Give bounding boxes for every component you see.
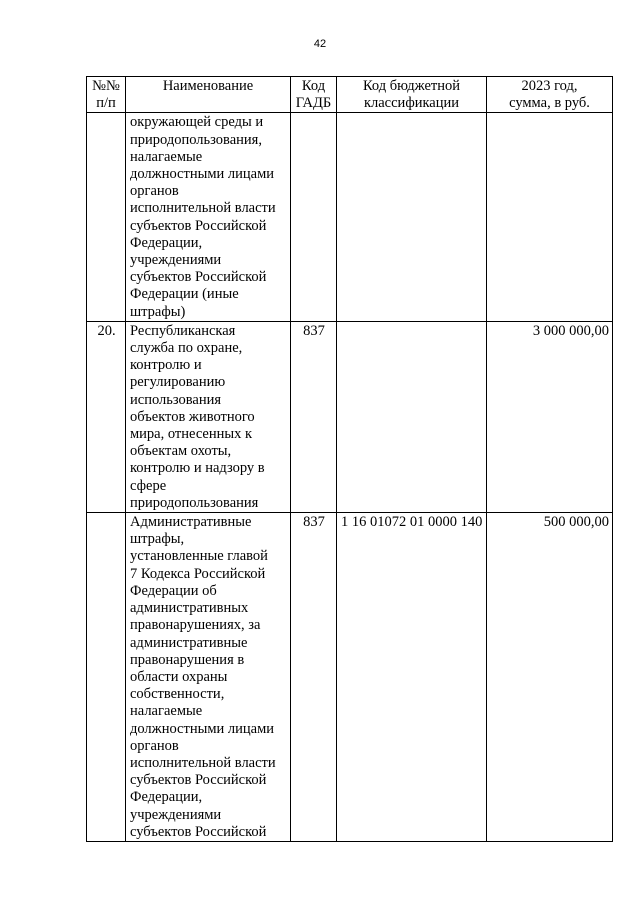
name-line: мира, отнесенных к: [130, 426, 253, 443]
header-gadb: [291, 77, 337, 113]
name-line: штрафы): [130, 303, 186, 320]
page-number: 42: [313, 38, 327, 50]
cell-name: [126, 321, 291, 512]
name-line: Федерации,: [130, 789, 203, 806]
name-line: исполнительной власти: [130, 200, 276, 217]
header-line: №№: [92, 78, 120, 94]
name-line: должностными лицами: [130, 166, 275, 183]
name-line: природопользования,: [130, 131, 262, 148]
table-row: [87, 113, 613, 321]
budget-revenue-table: [86, 76, 613, 842]
name-line: использования: [130, 391, 222, 408]
name-line: правонарушениях, за: [130, 617, 261, 634]
name-line: служба по охране,: [130, 340, 243, 357]
name-line: субъектов Российской: [130, 772, 267, 789]
name-line: исполнительной власти: [130, 754, 276, 771]
name-line: установленные главой: [130, 548, 268, 565]
name-line: сфере: [130, 477, 167, 494]
header-amount: [487, 77, 613, 113]
header-name: [126, 77, 291, 113]
name-line: объектов животного: [130, 408, 255, 425]
cell-kbk: [337, 321, 487, 512]
cell-gadb: 837: [291, 513, 337, 842]
name-line: учреждениями: [130, 252, 222, 269]
header-line: сумма, в руб.: [509, 95, 590, 112]
name-line: регулированию: [130, 374, 226, 391]
name-line: органов: [130, 183, 179, 200]
cell-num: 20.: [87, 321, 126, 512]
name-line: учреждениями: [130, 806, 222, 823]
cell-kbk: 1 16 01072 01 0000 140: [337, 513, 487, 842]
header-line: Код: [301, 78, 326, 94]
name-line: 7 Кодекса Российской: [130, 565, 266, 582]
table-header-row: [87, 77, 613, 113]
name-line: органов: [130, 737, 179, 754]
name-line: субъектов Российской: [130, 217, 267, 234]
name-line: Административные: [130, 514, 252, 531]
name-line: области охраны: [130, 668, 228, 685]
header-num: [87, 77, 126, 113]
header-line: Наименование: [162, 78, 254, 94]
name-line: субъектов Российской: [130, 269, 267, 286]
name-line: окружающей среды и: [130, 114, 264, 131]
header-line: Код бюджетной: [362, 78, 460, 94]
header-line: п/п: [96, 95, 116, 112]
cell-amount: 500 000,00: [487, 513, 613, 842]
name-line: Республиканская: [130, 322, 236, 339]
name-line: штрафы,: [130, 531, 185, 548]
cell-name: [126, 513, 291, 842]
cell-name: [126, 113, 291, 321]
name-line: Федерации (иные: [130, 286, 239, 303]
cell-gadb: [291, 113, 337, 321]
name-line: правонарушения в: [130, 651, 245, 668]
name-line: налагаемые: [130, 703, 203, 720]
name-line: объектам охоты,: [130, 443, 232, 460]
name-line: административные: [130, 634, 248, 651]
name-line: собственности,: [130, 686, 225, 703]
name-line: контролю и: [130, 357, 202, 374]
name-line: должностными лицами: [130, 720, 275, 737]
cell-amount: [487, 113, 613, 321]
header-line: 2023 год,: [521, 78, 578, 94]
header-line: ГАДБ: [295, 95, 332, 112]
table-row: [87, 513, 613, 842]
cell-kbk: [337, 113, 487, 321]
cell-num: [87, 513, 126, 842]
cell-gadb: 837: [291, 321, 337, 512]
name-line: субъектов Российской: [130, 823, 267, 840]
header-line: классификации: [363, 95, 460, 112]
cell-num: [87, 113, 126, 321]
cell-amount: 3 000 000,00: [487, 321, 613, 512]
name-line: контролю и надзору в: [130, 460, 265, 477]
name-line: Федерации,: [130, 234, 203, 251]
name-line: природопользования: [130, 494, 259, 511]
name-line: административных: [130, 600, 249, 617]
name-line: Федерации об: [130, 582, 217, 599]
table-row: [87, 321, 613, 512]
header-kbk: [337, 77, 487, 113]
name-line: налагаемые: [130, 148, 203, 165]
